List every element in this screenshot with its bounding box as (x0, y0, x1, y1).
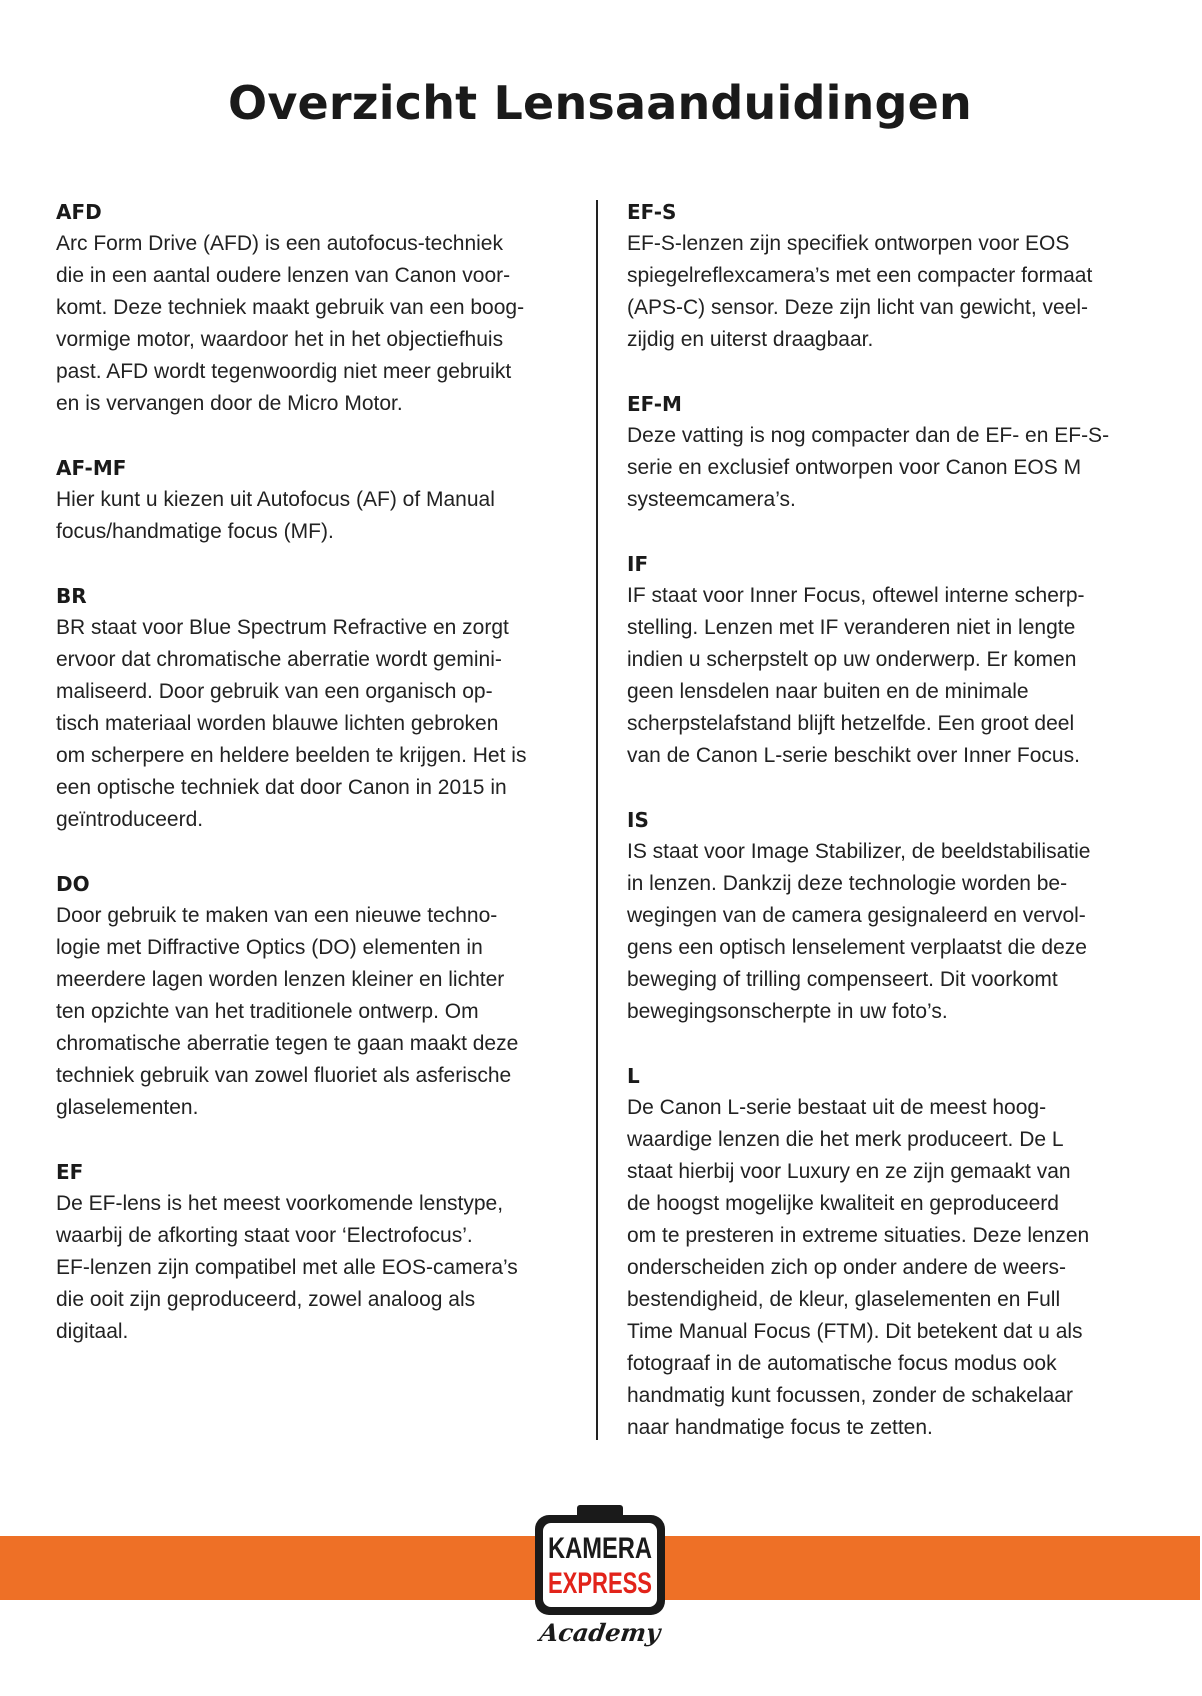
description-line: Time Manual Focus (FTM). Dit betekent dat u als (627, 1320, 1083, 1343)
entry-description (627, 580, 1147, 772)
description-line: BR staat voor Blue Spectrum Refractive en zorgt (56, 616, 509, 639)
glossary-entry (627, 196, 1147, 356)
description-line: logie met Diffractive Optics (DO) elementen in (56, 936, 483, 959)
description-line: spiegelreflexcamera’s met een compacter formaat (627, 264, 1093, 287)
description-line: waarbij de afkorting staat voor ‘Electrofocus’. (56, 1224, 473, 1247)
glossary-entry (56, 1156, 576, 1348)
logo-word-kamera: KAMERA (548, 1532, 652, 1565)
glossary-entry (627, 548, 1147, 772)
description-line: naar handmatige focus te zetten. (627, 1416, 933, 1439)
kamera-express-logo (533, 1503, 667, 1625)
description-line: ten opzichte van het traditionele ontwerp. Om (56, 1000, 479, 1023)
description-line: maliseerd. Door gebruik van een organisch op- (56, 680, 493, 703)
description-line: onderscheiden zich op onder andere de weers- (627, 1256, 1066, 1279)
entry-term: AFD (56, 200, 102, 224)
glossary-entry (627, 804, 1147, 1028)
description-line: een optische techniek dat door Canon in 2015 in (56, 776, 507, 799)
column-divider (596, 200, 598, 1440)
left-column (56, 196, 576, 1380)
description-line: die ooit zijn geproduceerd, zowel analoog als (56, 1288, 476, 1311)
description-line: ervoor dat chromatische aberratie wordt gemini- (56, 648, 502, 671)
description-line: de hoogst mogelijke kwaliteit en geproduceerd (627, 1192, 1059, 1215)
description-line: in lenzen. Dankzij deze technologie worden be- (627, 872, 1068, 895)
entry-term: DO (56, 872, 90, 896)
description-line: (APS-C) sensor. Deze zijn licht van gewicht, veel- (627, 296, 1089, 319)
page-title: Overzicht Lensaanduidingen (228, 76, 972, 130)
entry-description (627, 836, 1147, 1028)
glossary-entry (56, 452, 576, 548)
description-line: van de Canon L-serie beschikt over Inner Focus. (627, 744, 1080, 767)
description-line: geen lensdelen naar buiten en de minimale (627, 680, 1029, 703)
description-line: gens een optisch lenselement verplaatst die deze (627, 936, 1087, 959)
description-line: vormige motor, waardoor het in het objectiefhuis (56, 328, 504, 351)
entry-term: EF-S (627, 200, 677, 224)
description-line: Door gebruik te maken van een nieuwe techno- (56, 904, 498, 927)
entry-term: EF (56, 1160, 84, 1184)
description-line: De EF-lens is het meest voorkomende lenstype, (56, 1192, 504, 1215)
description-line: techniek gebruik van zowel fluoriet als asferische (56, 1064, 512, 1087)
academy-tagline: Academy (537, 1618, 663, 1647)
description-line: tisch materiaal worden blauwe lichten gebroken (56, 712, 499, 735)
entry-description (56, 1188, 576, 1348)
glossary-entry (56, 868, 576, 1124)
description-line: EF-lenzen zijn compatibel met alle EOS-camera’s (56, 1256, 518, 1279)
entry-term: BR (56, 584, 87, 608)
entry-description (56, 484, 576, 548)
description-line: De Canon L-serie bestaat uit de meest hoog- (627, 1096, 1047, 1119)
description-line: serie en exclusief ontworpen voor Canon EOS M (627, 456, 1082, 479)
glossary-entry (627, 1060, 1147, 1444)
entry-description (627, 420, 1147, 516)
description-line: handmatig kunt focussen, zonder de schakelaar (627, 1384, 1073, 1407)
right-column (627, 196, 1147, 1476)
logo-word-express: EXPRESS (548, 1567, 652, 1600)
description-line: focus/handmatige focus (MF). (56, 520, 334, 543)
glossary-entry (56, 580, 576, 836)
description-line: komt. Deze techniek maakt gebruik van een boog- (56, 296, 525, 319)
description-line: om te presteren in extreme situaties. Deze lenzen (627, 1224, 1090, 1247)
description-line: IF staat voor Inner Focus, oftewel interne scherp- (627, 584, 1085, 607)
description-line: geïntroduceerd. (56, 808, 204, 831)
description-line: digitaal. (56, 1320, 129, 1343)
entry-term: IF (627, 552, 649, 576)
description-line: en is vervangen door de Micro Motor. (56, 392, 403, 415)
description-line: indien u scherpstelt op uw onderwerp. Er komen (627, 648, 1077, 671)
entry-description (627, 228, 1147, 356)
description-line: om scherpere en heldere beelden te krijgen. Het is (56, 744, 527, 767)
entry-description (56, 900, 576, 1124)
description-line: IS staat voor Image Stabilizer, de beeldstabilisatie (627, 840, 1091, 863)
entry-term: IS (627, 808, 649, 832)
entry-term: L (627, 1064, 640, 1088)
description-line: Hier kunt u kiezen uit Autofocus (AF) of Manual (56, 488, 495, 511)
description-line: chromatische aberratie tegen te gaan maakt deze (56, 1032, 519, 1055)
description-line: scherpstelafstand blijft hetzelfde. Een groot deel (627, 712, 1075, 735)
description-line: past. AFD wordt tegenwoordig niet meer gebruikt (56, 360, 512, 383)
description-line: bewegingsonscherpte in uw foto’s. (627, 1000, 948, 1023)
description-line: Deze vatting is nog compacter dan de EF- en EF-S- (627, 424, 1110, 447)
description-line: fotograaf in de automatische focus modus ook (627, 1352, 1057, 1375)
description-line: zijdig en uiterst draagbaar. (627, 328, 874, 351)
description-line: waardige lenzen die het merk produceert. De L (627, 1128, 1064, 1151)
description-line: beweging of trilling compenseert. Dit voorkomt (627, 968, 1058, 991)
entry-term: EF-M (627, 392, 682, 416)
description-line: stelling. Lenzen met IF veranderen niet in lengte (627, 616, 1076, 639)
description-line: wegingen van de camera gesignaleerd en vervol- (627, 904, 1086, 927)
description-line: die in een aantal oudere lenzen van Canon voor- (56, 264, 511, 287)
entry-term: AF-MF (56, 456, 127, 480)
description-line: staat hierbij voor Luxury en ze zijn gemaakt van (627, 1160, 1071, 1183)
description-line: meerdere lagen worden lenzen kleiner en lichter (56, 968, 505, 991)
entry-description (627, 1092, 1147, 1444)
glossary-entry (56, 196, 576, 420)
description-line: bestendigheid, de kleur, glaselementen en Full (627, 1288, 1061, 1311)
description-line: systeemcamera’s. (627, 488, 796, 511)
entry-description (56, 228, 576, 420)
entry-description (56, 612, 576, 836)
description-line: glaselementen. (56, 1096, 199, 1119)
glossary-entry (627, 388, 1147, 516)
description-line: EF-S-lenzen zijn specifiek ontworpen voor EOS (627, 232, 1070, 255)
description-line: Arc Form Drive (AFD) is een autofocus-techniek (56, 232, 503, 255)
